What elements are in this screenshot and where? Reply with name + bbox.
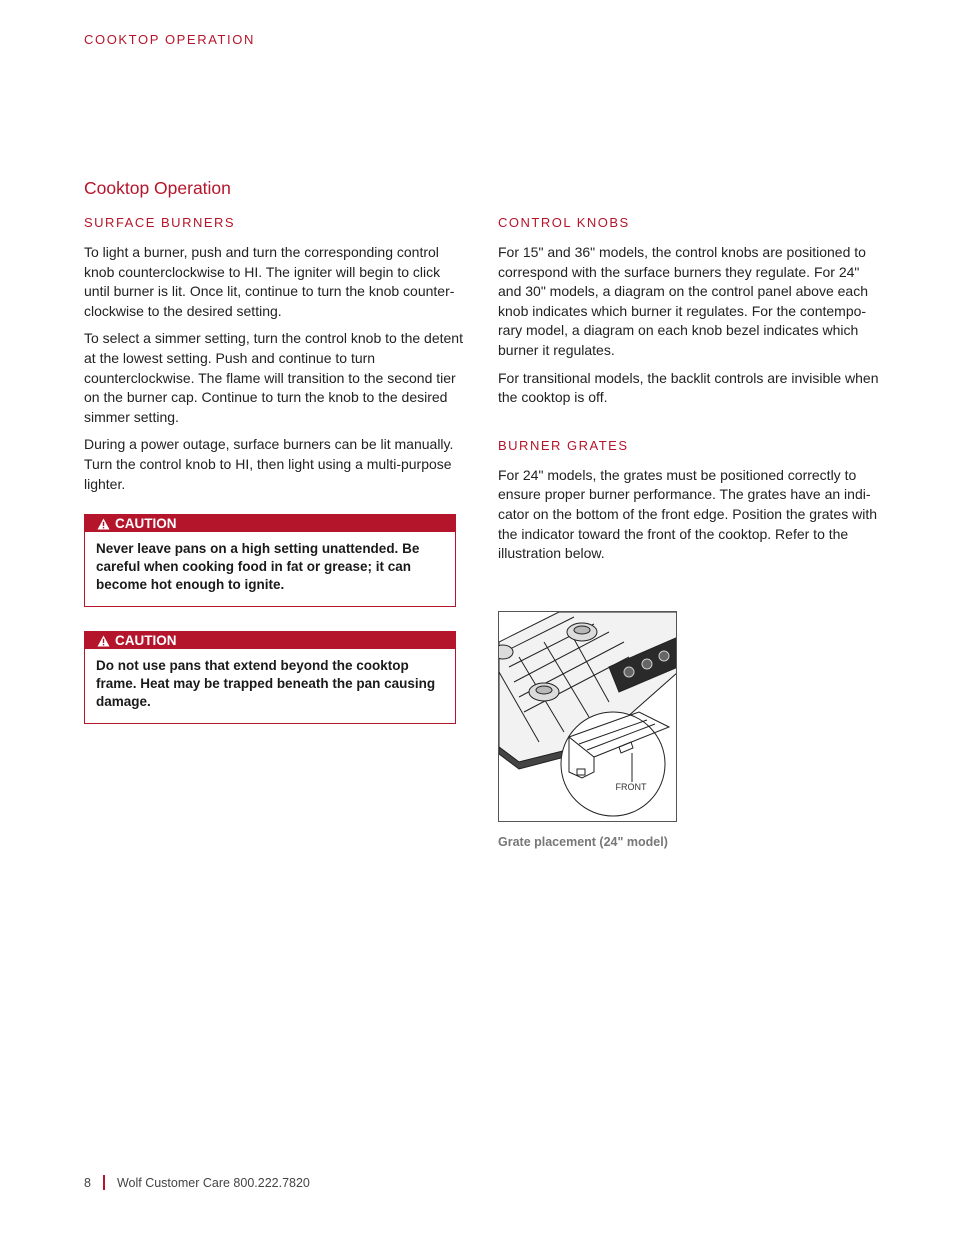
warning-icon [97, 635, 110, 647]
surface-burners-heading: SURFACE BURNERS [84, 215, 236, 230]
page-footer [84, 1175, 310, 1190]
figure-caption: Grate placement (24" model) [498, 835, 668, 849]
burner-grates-paragraph-1: For 24" models, the grates must be positioned correctly to ensure proper burner performance. The grates have an indi-cator on the bottom of the front edge. Position the grates with the indicator toward the front of the cooktop. Refer to the illustration below. [498, 466, 878, 562]
caution-text: Never leave pans on a high setting unattended. Be careful when cooking food in fat or grease; it can become hot enough to ignite. [96, 541, 420, 593]
control-knobs-paragraph-2: For transitional models, the backlit controls are invisible when the cooktop is off. [498, 369, 879, 406]
surface-burners-paragraph-3: During a power outage, surface burners can be lit manually. Turn the control knob to HI, then light using a multi-purpose lighter. [84, 436, 454, 492]
footer-contact: Wolf Customer Care 800.222.7820 [116, 1175, 310, 1190]
control-knobs-paragraph-1: For 15" and 36" models, the control knobs are positioned to correspond with the surface burners they regulate. For 24" and 30" models, a diagram on the control panel above each knob indicates which burner it regulates. For the contempo-rary model, a diagram on each knob bezel indicates which burner it regulates. [498, 244, 868, 358]
caution-header [85, 632, 455, 649]
cooktop-drawing [499, 612, 677, 822]
caution-label: CAUTION [115, 633, 177, 649]
caution-header [85, 515, 455, 532]
warning-icon [97, 518, 110, 530]
section-title: Cooktop Operation [84, 178, 231, 198]
surface-burners-paragraph-2: To select a simmer setting, turn the control knob to the detent at the lowest setting. Push and continue to turn counterclockwise. The flame will transition to the second tier on the burner cap. Continue to turn the knob to the desired simmer setting. [84, 330, 463, 425]
caution-text: Do not use pans that extend beyond the cooktop frame. Heat may be trapped beneath the pan causing damage. [96, 658, 436, 710]
footer-divider [103, 1175, 105, 1190]
left-column [84, 215, 464, 724]
page-number: 8 [84, 1175, 91, 1190]
caution-box-1 [84, 514, 456, 607]
surface-burners-paragraph-1: To light a burner, push and turn the corresponding control knob counterclockwise to HI. The igniter will begin to click until burner is lit. Once lit, continue to turn the knob counter-clockwise to the desired setting. [84, 244, 455, 319]
caution-label: CAUTION [115, 516, 177, 532]
control-knobs-heading: CONTROL KNOBS [498, 215, 630, 230]
front-callout-label: FRONT [615, 782, 647, 792]
running-header: COOKTOP OPERATION [84, 32, 255, 47]
grate-placement-illustration [498, 611, 677, 822]
burner-grates-heading: BURNER GRATES [498, 437, 629, 453]
caution-box-2 [84, 631, 456, 724]
right-column [498, 215, 883, 572]
